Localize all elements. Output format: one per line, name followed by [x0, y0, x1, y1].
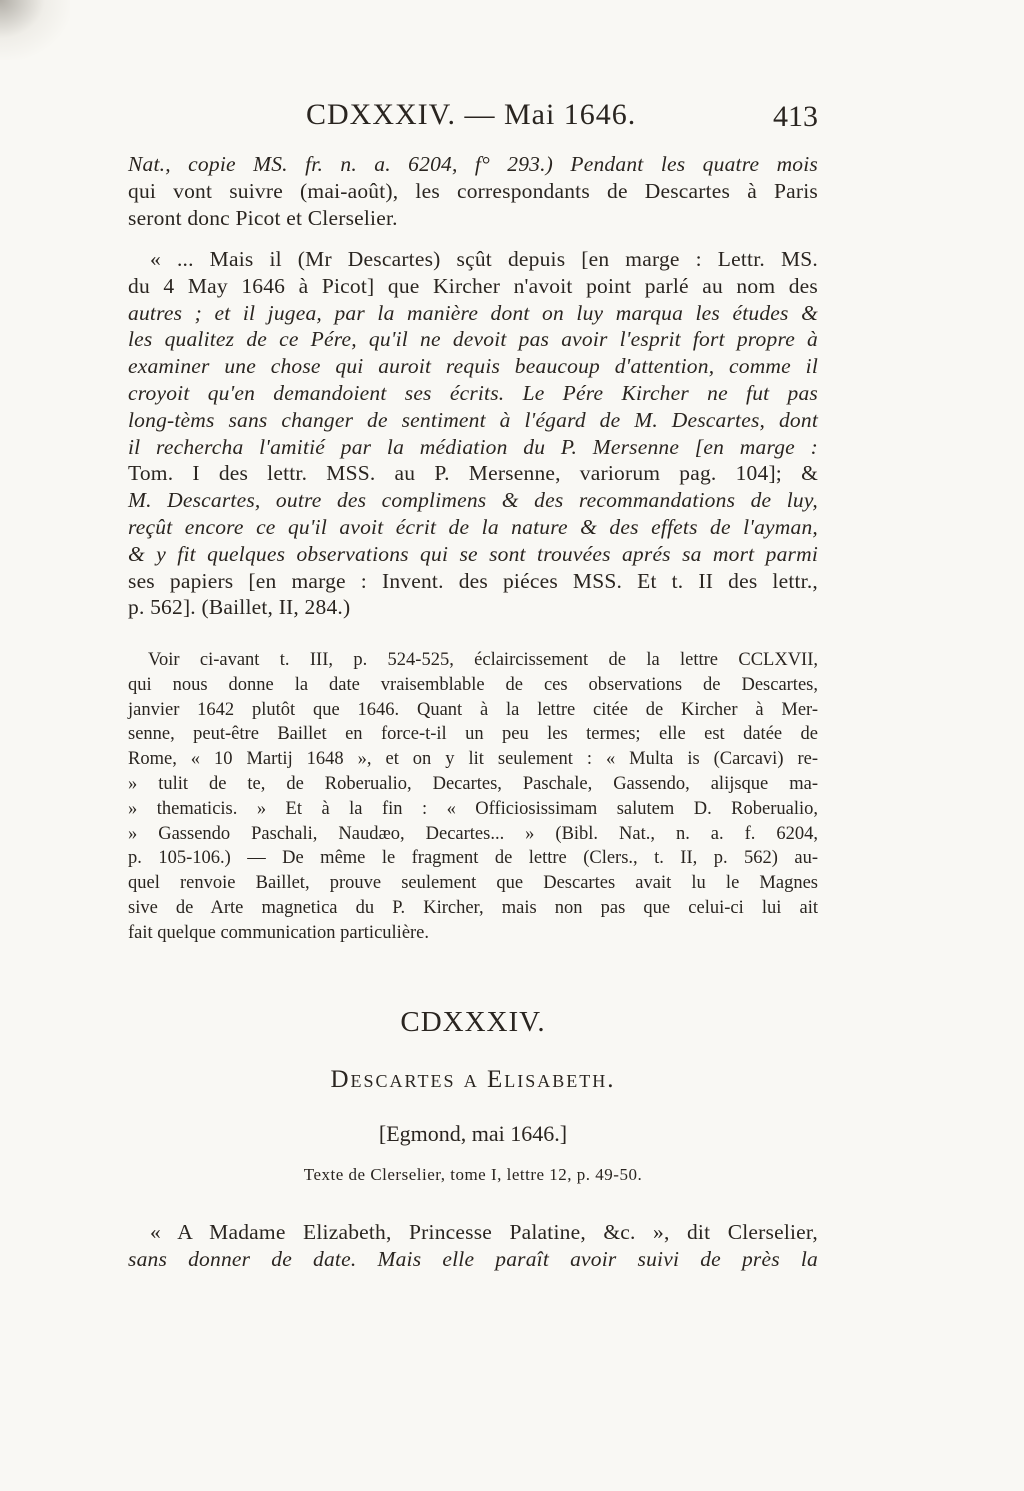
letter-place-date: [Egmond, mai 1646.]: [378, 1121, 568, 1146]
quote-line: examiner une chose qui auroit requis beaucoup d'attention, comme il: [128, 354, 818, 379]
paragraph-line: Nat., copie MS. fr. n. a. 6204, f° 293.) Pendant les quatre mois: [128, 152, 818, 176]
note-line: p. 105-106.) — De même le fragment de lettre (Clers., t. II, p. 562) au-: [128, 848, 818, 869]
quote-line: « ... Mais il (Mr Descartes) sçût depuis [en marge : Lettr. MS.: [150, 247, 818, 271]
quote-line: croyoit qu'en demandoient ses écrits. Le Pére Kircher ne fut pas: [128, 380, 818, 405]
note-line: fait quelque communication particulière.: [128, 922, 430, 943]
paragraph-line: sans donner de date. Mais elle paraît avoir suivi de près la: [128, 1246, 818, 1271]
quote-line: Tom. I des lettr. MSS. au P. Mersenne, variorum pag. 104]; &: [128, 461, 818, 486]
note-line: qui nous donne la date vraisemblable de ces observations de Descartes,: [128, 674, 818, 695]
note-line: janvier 1642 plutôt que 1646. Quant à la lettre citée de Kircher à Mer-: [128, 699, 818, 720]
quote-line: il rechercha l'amitié par la médiation du P. Mersenne [en marge :: [128, 434, 818, 459]
quote-line: les qualitez de ce Pére, qu'il ne devoit pas avoir l'esprit fort propre à: [128, 327, 818, 352]
paragraph-line: qui vont suivre (mai-août), les correspondants de Descartes à Paris: [128, 178, 818, 203]
quote-line: du 4 May 1646 à Picot] que Kircher n'avoit point parlé au nom des: [128, 273, 818, 298]
quote-line: ses papiers [en marge : Invent. des piéces MSS. Et t. II des lettr.,: [128, 568, 818, 593]
quote-line: autres ; et il jugea, par la manière dont on luy marqua les études &: [128, 300, 818, 325]
note-line: senne, peut-être Baillet en force-t-il un peu les termes; elle est datée de: [128, 724, 818, 745]
note-line: » thematicis. » Et à la fin : « Officiosissimam salutem D. Roberualio,: [128, 798, 818, 819]
quote-line: M. Descartes, outre des complimens & des recommandations de luy,: [128, 488, 818, 513]
letter-number: CDXXXIV.: [400, 1006, 546, 1038]
letter-source: Texte de Clerselier, tome I, lettre 12, p. 49-50.: [303, 1165, 643, 1184]
note-line: » Gassendo Paschali, Naudæo, Decartes... » (Bibl. Nat., n. a. f. 6204,: [128, 823, 818, 844]
running-head-title: CDXXXIV. — Mai 1646.: [306, 98, 637, 131]
quote-line: long-tèms sans changer de sentiment à l'égard de M. Descartes, dont: [128, 407, 818, 432]
baillet-quotation: [128, 246, 818, 621]
note-line: » tulit de te, de Roberualio, Decartes, Paschale, Gassendo, alijsque ma-: [128, 773, 818, 794]
paragraph-continuation: [128, 151, 818, 231]
letter-title: Descartes a Elisabeth.: [330, 1066, 616, 1093]
editorial-note: [128, 648, 818, 946]
page-number: 413: [773, 100, 818, 133]
note-line: sive de Arte magnetica du P. Kircher, mais non pas que celui-ci lui ait: [128, 897, 818, 918]
letter-intro-paragraph: [128, 1219, 818, 1273]
running-head: [128, 98, 818, 138]
paragraph-line: seront donc Picot et Clerselier.: [128, 205, 398, 230]
note-line: Voir ci-avant t. III, p. 524-525, éclaircissement de la lettre CCLXVII,: [148, 650, 818, 670]
note-line: Rome, « 10 Martij 1648 », et on y lit seulement : « Multa is (Carcavi) re-: [128, 749, 818, 770]
quote-line: reçût encore ce qu'il avoit écrit de la nature & des effets de l'ayman,: [128, 514, 818, 539]
paragraph-line: « A Madame Elizabeth, Princesse Palatine, &c. », dit Clerselier,: [150, 1220, 818, 1244]
page-corner-shadow: [0, 0, 70, 60]
quote-line: p. 562]. (Baillet, II, 284.): [128, 595, 351, 620]
note-line: quel renvoie Baillet, prouve seulement que Descartes avait lu le Magnes: [128, 873, 818, 894]
quote-line: & y fit quelques observations qui se sont trouvées aprés sa mort parmi: [128, 541, 818, 566]
